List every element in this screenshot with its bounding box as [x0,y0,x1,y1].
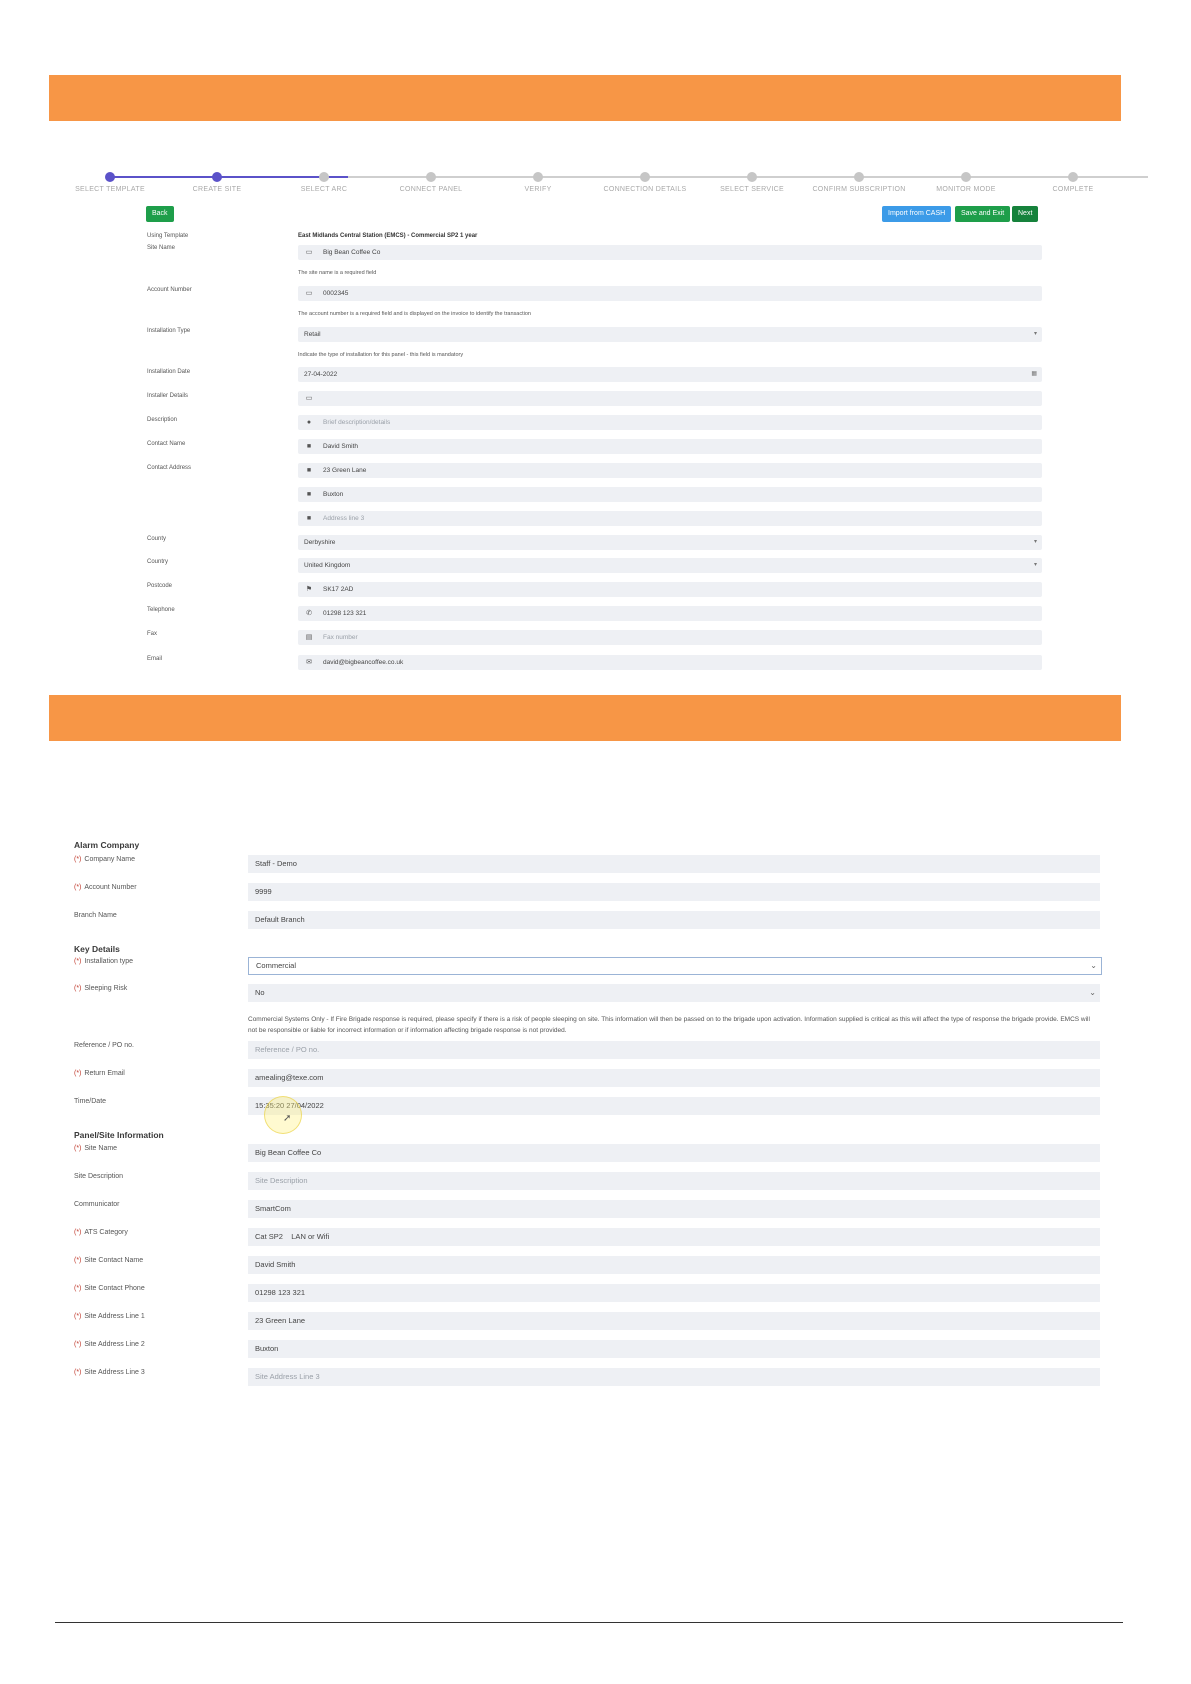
account-number-help: The account number is a required field and is displayed on the invoice to identify the transaction [298,311,531,317]
return-email-label: (*) Return Email [74,1070,125,1077]
contact-name-label: Contact Name [147,441,186,447]
envelope-icon: ✉ [306,659,312,666]
site-address3-input[interactable]: Site Address Line 3 [248,1368,1100,1386]
installation-type-label: (*) Installation type [74,958,134,965]
address-line2-input[interactable]: ■ Buxton [298,487,1042,502]
phone-icon: ✆ [306,610,312,617]
step-dot [212,172,222,182]
step-dot [105,172,115,182]
flag-icon: ⚑ [305,586,313,593]
installation-date-label: Installation Date [147,369,191,375]
person-icon: ■ [306,491,312,498]
header-band-bottom [49,695,1121,741]
email-label: Email [147,656,163,662]
step-connect-panel[interactable]: CONNECT PANEL [371,170,491,193]
step-dot [319,172,329,182]
id-card-icon: ▭ [305,395,313,402]
company-name-label: (*) Company Name [74,856,135,863]
step-connection-details[interactable]: CONNECTION DETAILS [585,170,705,193]
step-dot [961,172,971,182]
site-contact-name-label: (*) Site Contact Name [74,1257,144,1264]
reference-input[interactable]: Reference / PO no. [248,1041,1100,1059]
step-select-arc[interactable]: SELECT ARC [264,170,384,193]
site-contact-phone-input[interactable]: 01298 123 321 [248,1284,1100,1302]
sleeping-risk-label: (*) Sleeping Risk [74,985,128,992]
description-label: Description [147,417,178,423]
step-select-template[interactable]: SELECT TEMPLATE [50,170,170,193]
import-from-cash-button[interactable]: Import from CASH [882,206,951,222]
person-icon: ■ [306,443,312,450]
step-dot [533,172,543,182]
postcode-input[interactable]: ⚑ SK17 2AD [298,582,1042,597]
step-confirm-subscription[interactable]: CONFIRM SUBSCRIPTION [799,170,919,193]
step-select-service[interactable]: SELECT SERVICE [692,170,812,193]
branch-name-input[interactable]: Default Branch [248,911,1100,929]
country-select[interactable]: United Kingdom ▾ [298,558,1042,573]
company-name-input[interactable]: Staff - Demo [248,855,1100,873]
key-details-title: Key Details [74,944,120,954]
installation-date-input[interactable]: 27-04-2022 ▦ [298,367,1042,382]
calendar-icon[interactable]: ▦ [1031,371,1037,377]
site-address2-input[interactable]: Buxton [248,1340,1100,1358]
account-number-label: Account Number [147,287,192,293]
ats-category-label: (*) ATS Category [74,1229,128,1236]
step-monitor-mode[interactable]: MONITOR MODE [906,170,1026,193]
step-complete[interactable]: COMPLETE [1013,170,1133,193]
chevron-down-icon: ▾ [1033,562,1037,568]
site-name-input[interactable]: ▭ Big Bean Coffee Co [298,245,1042,260]
step-dot [426,172,436,182]
installer-details-input[interactable] [298,391,1042,406]
fax-label: Fax [147,631,158,637]
site-contact-name-input[interactable]: David Smith [248,1256,1100,1274]
arc-site-name-input[interactable]: Big Bean Coffee Co [248,1144,1100,1162]
footer-divider [55,1622,1123,1623]
account-number-input[interactable]: ▭ 0002345 [298,286,1042,301]
chevron-down-icon: ⌄ [1089,988,1096,997]
comment-icon: ● [306,419,312,426]
address-line1-input[interactable]: ■ 23 Green Lane [298,463,1042,478]
installer-details-label: Installer Details [147,393,189,399]
communicator-label: Communicator [74,1201,120,1208]
branch-name-label: Branch Name [74,912,117,919]
time-date-input[interactable]: 15:35:20 27/04/2022 [248,1097,1100,1115]
sleeping-risk-select[interactable]: No ⌄ [248,984,1100,1002]
chevron-down-icon: ⌄ [1090,961,1097,970]
step-dot [640,172,650,182]
ats-category-input[interactable]: Cat SP2 LAN or Wifi [248,1228,1100,1246]
return-email-input[interactable]: amealing@texe.com [248,1069,1100,1087]
fax-input[interactable]: ▤ Fax number [298,630,1042,645]
panel-site-title: Panel/Site Information [74,1130,164,1140]
sleeping-risk-note: Commercial Systems Only - If Fire Brigade response is required, please specify if there is a risk of people sleeping on site. This information will then be passed on to the brigade upon activation. Information supplied is critical as this will affect the type of response the brigade provide. EMCS will not be responsible or liable for incorrect information or if information affecting brigade response is not provided. [248,1016,1090,1034]
site-address2-label: (*) Site Address Line 2 [74,1341,145,1348]
reference-label: Reference / PO no. [74,1042,134,1049]
chevron-down-icon: ▾ [1033,539,1037,545]
using-template-label: Using Template [147,233,189,239]
postcode-label: Postcode [147,583,173,589]
site-address1-input[interactable]: 23 Green Lane [248,1312,1100,1330]
telephone-input[interactable]: ✆ 01298 123 321 [298,606,1042,621]
fax-icon: ▤ [305,634,313,641]
country-label: Country [147,559,169,565]
site-name-help: The site name is a required field [298,270,377,276]
wizard-stepper [75,170,1094,200]
using-template-value: East Midlands Central Station (EMCS) - Commercial SP2 1 year [298,233,478,239]
chevron-down-icon: ▾ [1033,331,1037,337]
arc-account-number-input[interactable]: 9999 [248,883,1100,901]
back-button[interactable]: Back [146,206,174,222]
step-create-site[interactable]: CREATE SITE [157,170,277,193]
address-line3-input[interactable]: ■ Address line 3 [298,511,1042,526]
person-icon: ■ [306,467,312,474]
installation-type-help: Indicate the type of installation for this panel - this field is mandatory [298,352,464,358]
telephone-label: Telephone [147,607,175,613]
person-icon: ■ [306,515,312,522]
mouse-pointer-icon: ➚ [283,1113,292,1124]
step-dot [1068,172,1078,182]
installation-type-label: Installation Type [147,328,191,334]
site-description-input[interactable]: Site Description [248,1172,1100,1190]
site-address1-label: (*) Site Address Line 1 [74,1313,145,1320]
step-dot [747,172,757,182]
site-name-label: Site Name [147,245,176,251]
account-number-label: (*) Account Number [74,884,137,891]
alarm-company-title: Alarm Company [74,840,140,850]
site-address3-label: (*) Site Address Line 3 [74,1369,145,1376]
county-label: County [147,536,167,542]
id-card-icon: ▭ [305,249,313,256]
time-date-label: Time/Date [74,1098,107,1105]
communicator-input[interactable]: SmartCom [248,1200,1100,1218]
next-button[interactable]: Next [1012,206,1038,222]
id-card-icon: ▭ [305,290,313,297]
contact-address-label: Contact Address [147,465,192,471]
save-and-exit-button[interactable]: Save and Exit [955,206,1010,222]
step-dot [854,172,864,182]
site-contact-phone-label: (*) Site Contact Phone [74,1285,145,1292]
description-input[interactable]: ● Brief description/details [298,415,1042,430]
site-description-label: Site Description [74,1173,124,1180]
step-verify[interactable]: VERIFY [478,170,598,193]
county-select[interactable]: Derbyshire ▾ [298,535,1042,550]
installation-type-select[interactable]: Retail ▾ [298,327,1042,342]
email-input[interactable]: ✉ david@bigbeancoffee.co.uk [298,655,1042,670]
header-band-top [49,75,1121,121]
installation-type-select[interactable]: Commercial ⌄ [248,957,1102,975]
contact-name-input[interactable]: ■ David Smith [298,439,1042,454]
site-name-label: (*) Site Name [74,1145,118,1152]
